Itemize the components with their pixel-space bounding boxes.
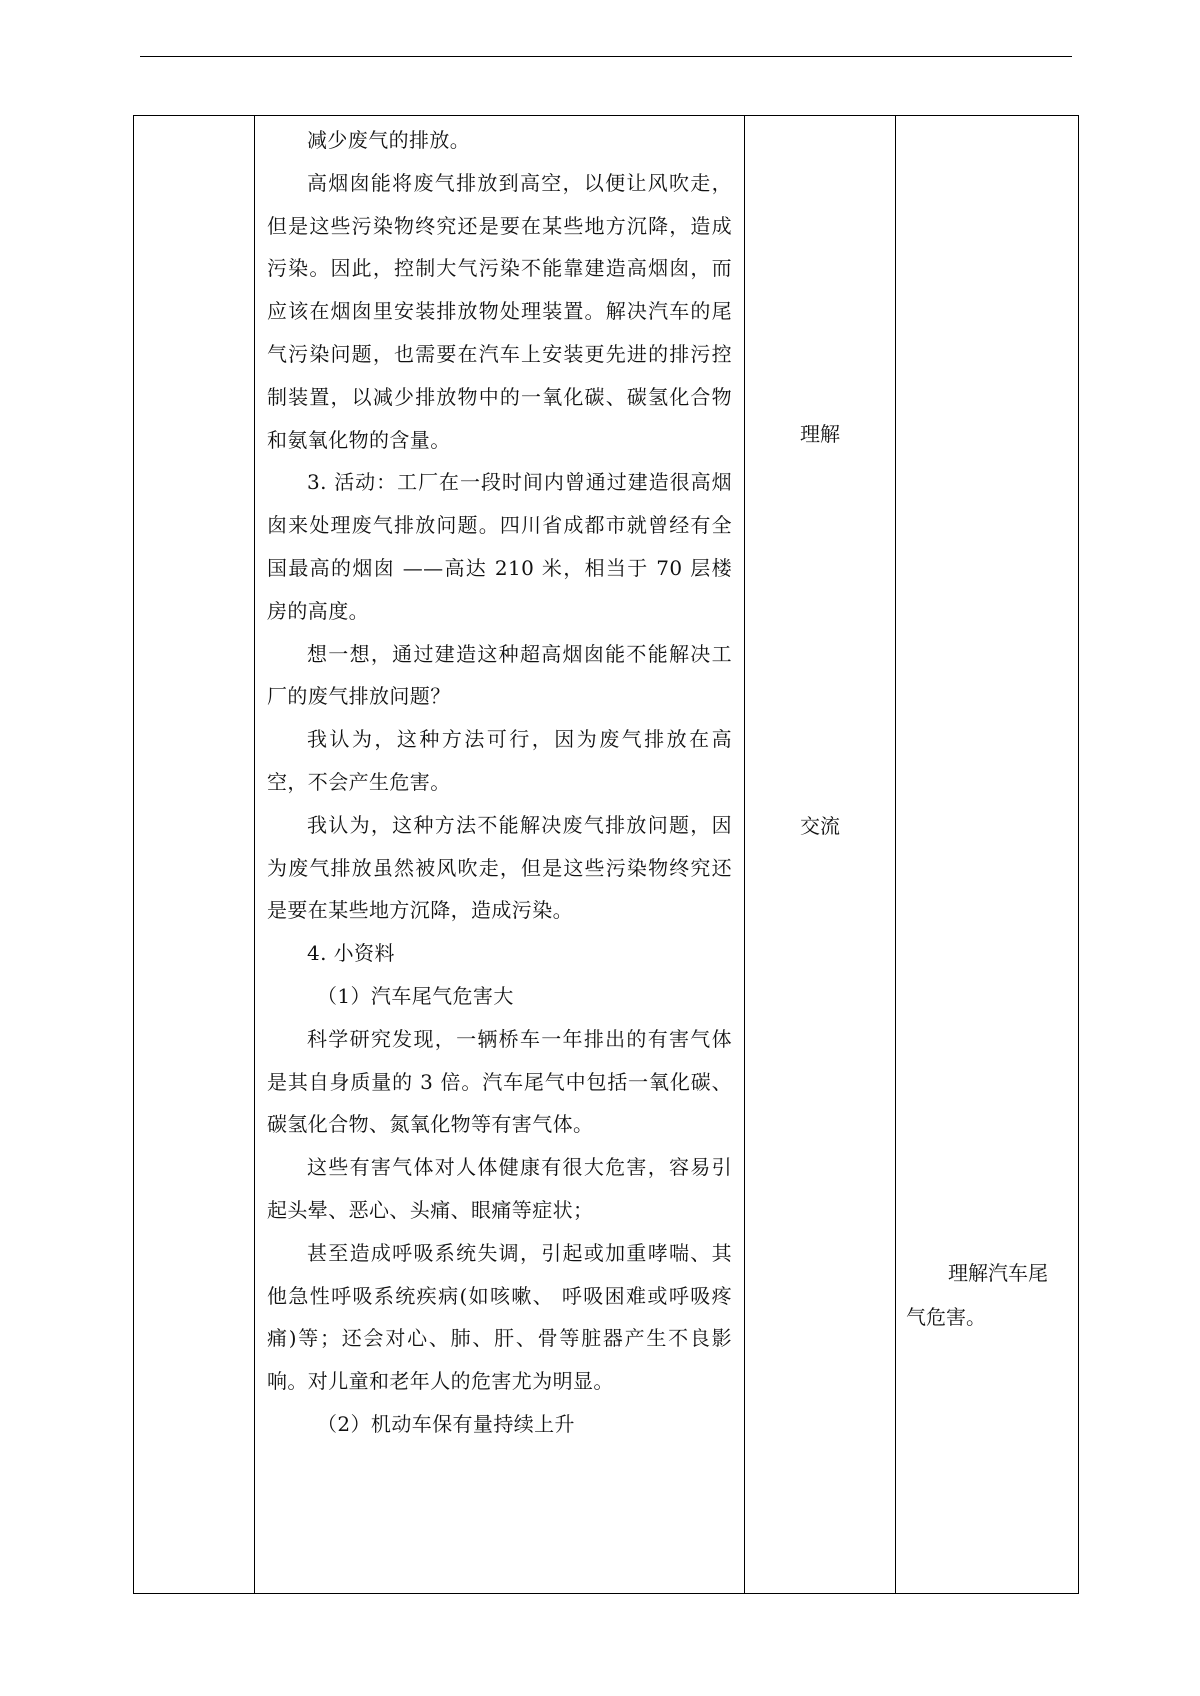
heading-exhaust-harm: （1）汽车尾气危害大 <box>317 983 514 1008</box>
paragraph-health-harm: 这些有害气体对人体健康有很大危害，容易引起头晕、恶心、头痛、眼痛等症状； <box>267 1155 732 1222</box>
heading-small-info: 4. 小资料 <box>307 941 395 966</box>
column-4-cell <box>896 116 1079 1594</box>
paragraph-opinion-not-feasible: 我认为，这种方法不能解决废气排放问题，因为废气排放虽然被风吹走，但是这些污染物终究还是要在某些地方沉降，造成污染。 <box>267 812 732 923</box>
note-line-1: 理解汽车尾 <box>948 1261 1048 1285</box>
column-3-cell <box>745 116 896 1594</box>
lesson-table <box>133 115 1079 1594</box>
note-understand-exhaust <box>906 1251 1068 1339</box>
paragraph-respiratory: 甚至造成呼吸系统失调，引起或加重哮喘、其他急性呼吸系统疾病(如咳嗽、 呼吸困难或呼吸疼痛)等；还会对心、肺、肝、骨等脏器产生不良影响。对儿童和老年人的危害尤为明显。 <box>267 1240 732 1394</box>
label-understand: 理解 <box>800 422 840 446</box>
column-1-cell <box>134 116 255 1594</box>
paragraph-think: 想一想，通过建造这种超高烟囱能不能解决工厂的废气排放问题？ <box>267 641 732 709</box>
header-rule <box>140 56 1072 57</box>
paragraph-research: 科学研究发现，一辆桥车一年排出的有害气体是其自身质量的 3 倍。汽车尾气中包括一氧化碳、碳氢化合物、氮氧化物等有害气体。 <box>267 1026 732 1137</box>
paragraph-opinion-feasible: 我认为，这种方法可行，因为废气排放在高空，不会产生危害。 <box>267 727 732 794</box>
heading-vehicle-growth: （2）机动车保有量持续上升 <box>317 1411 575 1436</box>
note-line-2: 气危害。 <box>906 1305 986 1329</box>
paragraph-activity-3: 3. 活动：工厂在一段时间内曾通过建造很高烟囱来处理废气排放问题。四川省成都市就曾经有全国最高的烟囱 ——高达 210 米，相当于 70 层楼房的高度。 <box>267 470 732 623</box>
paragraph-reduce-emission: 减少废气的排放。 <box>307 128 471 152</box>
column-2-cell <box>255 116 745 1594</box>
teaching-content <box>255 119 744 1446</box>
label-exchange: 交流 <box>800 814 840 838</box>
paragraph-tall-chimney: 高烟囱能将废气排放到高空，以便让风吹走，但是这些污染物终究还是要在某些地方沉降，造成污染。因此，控制大气污染不能靠建造高烟囱，而应该在烟囱里安装排放物处理装置。解决汽车的尾气污染问题，也需要在汽车上安装更先进的排污控制装置，以减少排放物中的一氧化碳、碳氢化合物和氨氧化物的含量。 <box>267 170 732 452</box>
